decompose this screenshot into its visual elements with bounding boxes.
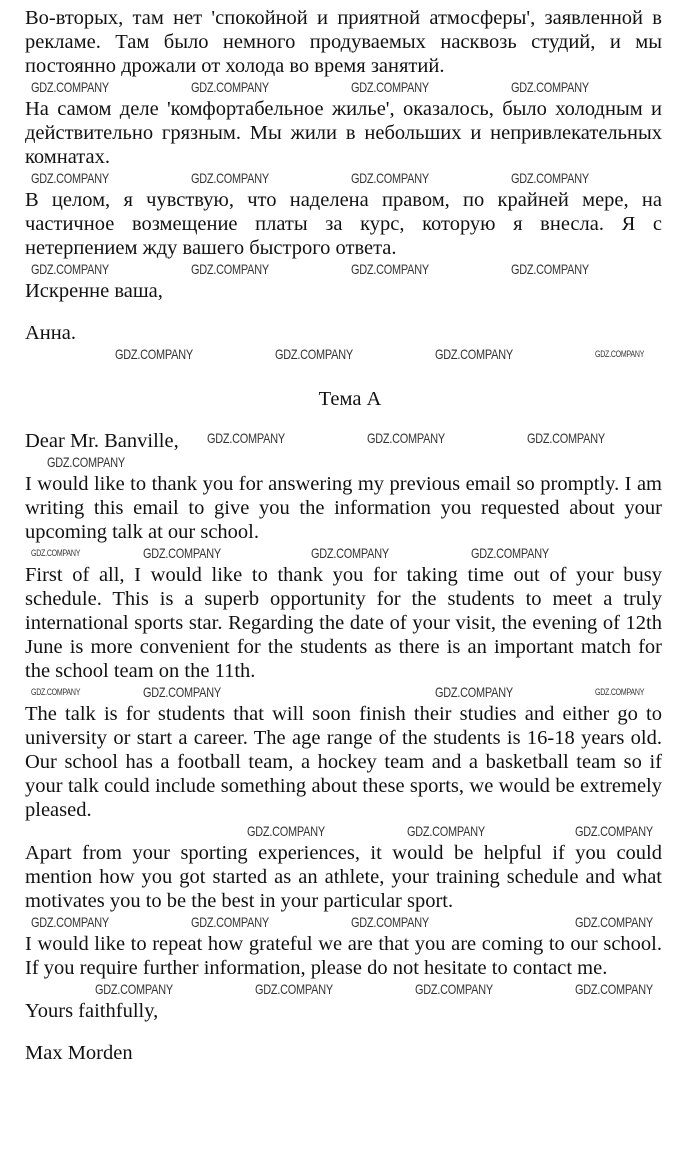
watermark: GDZ.COMPANY <box>95 981 173 997</box>
watermark-row <box>25 683 662 702</box>
watermark-row <box>25 913 662 932</box>
watermark: GDZ.COMPANY <box>351 914 429 930</box>
watermark: GDZ.COMPANY <box>143 684 221 700</box>
watermark: GDZ.COMPANY <box>31 261 109 277</box>
watermark: GDZ.COMPANY <box>511 261 589 277</box>
paragraph-en-5: I would like to repeat how grateful we are that you are coming to our school. If you require further information, please do not hesitate to contact me. <box>25 933 662 979</box>
signature-en: Max Morden <box>25 1042 133 1064</box>
watermark: GDZ.COMPANY <box>191 914 269 930</box>
watermark-row <box>25 78 662 97</box>
watermark-row <box>25 260 662 279</box>
watermark: GDZ.COMPANY <box>471 545 549 561</box>
greeting: Dear Mr. Banville, <box>25 430 179 452</box>
watermark-row <box>25 453 662 472</box>
watermark: GDZ.COMPANY <box>407 823 485 839</box>
paragraph-ru-3: В целом, я чувствую, что наделена правом, по крайней мере, на частичное возмещение платы за курс, которую я внесла. Я с нетерпением жду вашего быстрого ответа. <box>25 189 662 259</box>
watermark: GDZ.COMPANY <box>31 687 81 697</box>
watermark: GDZ.COMPANY <box>511 79 589 95</box>
watermark: GDZ.COMPANY <box>255 981 333 997</box>
closing-en: Yours faithfully, <box>25 1000 159 1022</box>
watermark: GDZ.COMPANY <box>275 346 353 362</box>
watermark: GDZ.COMPANY <box>31 548 81 558</box>
paragraph-en-1: I would like to thank you for answering my previous email so promptly. I am writing this email to give you the information you requested about your upcoming talk at our school. <box>25 473 662 543</box>
watermark: GDZ.COMPANY <box>191 79 269 95</box>
watermark: GDZ.COMPANY <box>575 823 653 839</box>
watermark: GDZ.COMPANY <box>527 430 605 446</box>
watermark: GDZ.COMPANY <box>575 914 653 930</box>
watermark: GDZ.COMPANY <box>511 170 589 186</box>
watermark: GDZ.COMPANY <box>31 170 109 186</box>
watermark: GDZ.COMPANY <box>115 346 193 362</box>
watermark: GDZ.COMPANY <box>595 349 645 359</box>
watermark: GDZ.COMPANY <box>415 981 493 997</box>
watermark: GDZ.COMPANY <box>595 687 645 697</box>
topic-heading: Тема А <box>318 388 382 410</box>
watermark: GDZ.COMPANY <box>435 684 513 700</box>
watermark: GDZ.COMPANY <box>435 346 513 362</box>
watermark: GDZ.COMPANY <box>191 261 269 277</box>
greeting-line <box>25 429 662 453</box>
watermark-row <box>25 980 662 999</box>
paragraph-ru-1: Во-вторых, там нет 'спокойной и приятной атмосферы', заявленной в рекламе. Там было немного продуваемых насквозь студий, и мы постоянно дрожали от холода во время занятий. <box>25 7 662 77</box>
watermark: GDZ.COMPANY <box>191 170 269 186</box>
watermark: GDZ.COMPANY <box>207 430 285 446</box>
paragraph-en-2: First of all, I would like to thank you for taking time out of your busy schedule. This is a superb opportunity for the students to meet a truly international sports star. Regarding the date of your visit, the evening of 12th June is more convenient for the students as there is an important match for the school team on the 11th. <box>25 564 662 682</box>
watermark: GDZ.COMPANY <box>247 823 325 839</box>
watermark: GDZ.COMPANY <box>31 914 109 930</box>
watermark: GDZ.COMPANY <box>351 170 429 186</box>
paragraph-en-4: Apart from your sporting experiences, it would be helpful if you could mention how you got started as an athlete, your training schedule and what motivates you to be the best in your particular sport. <box>25 842 662 912</box>
watermark: GDZ.COMPANY <box>575 981 653 997</box>
paragraph-en-3: The talk is for students that will soon finish their studies and either go to university or start a career. The age range of the students is 16-18 years old. Our school has a football team, a hockey team and a basketball team so if your talk could include something about these sports, we would be extremely pleased. <box>25 703 662 821</box>
paragraph-ru-2: На самом деле 'комфортабельное жилье', оказалось, было холодным и действительно грязным. Мы жили в небольших и непривлекательных комнатах. <box>25 98 662 168</box>
watermark: GDZ.COMPANY <box>143 545 221 561</box>
watermark: GDZ.COMPANY <box>311 545 389 561</box>
watermark: GDZ.COMPANY <box>31 79 109 95</box>
signature-ru: Анна. <box>25 322 76 344</box>
watermark: GDZ.COMPANY <box>367 430 445 446</box>
watermark-row <box>25 822 662 841</box>
watermark-row <box>25 345 662 369</box>
watermark: GDZ.COMPANY <box>351 79 429 95</box>
watermark: GDZ.COMPANY <box>47 454 125 470</box>
watermark-row <box>25 544 662 563</box>
watermark-row <box>25 169 662 188</box>
closing-ru: Искренне ваша, <box>25 280 163 302</box>
watermark: GDZ.COMPANY <box>351 261 429 277</box>
